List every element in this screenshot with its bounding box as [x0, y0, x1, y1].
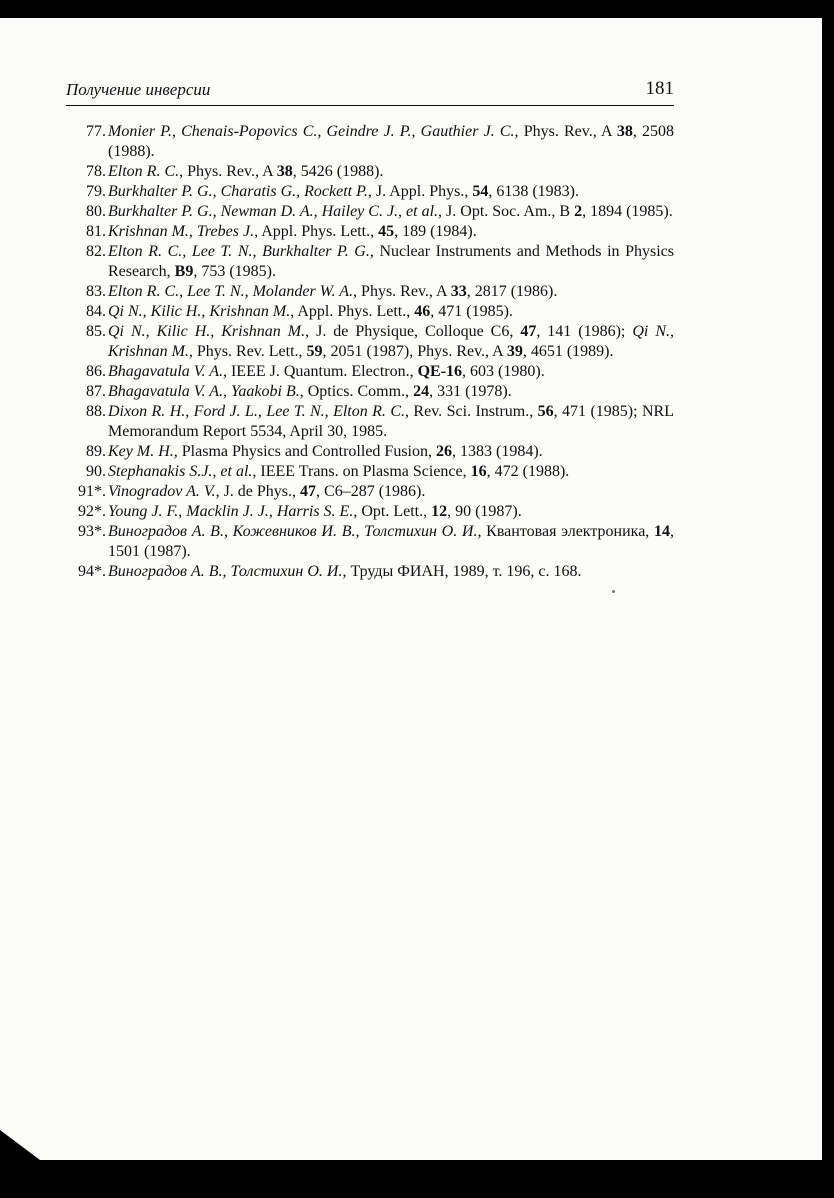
- reference-source: , 141 (1986);: [536, 323, 633, 340]
- reference-authors: Qi N., Krishnan M.: [108, 323, 675, 360]
- reference-volume: 33: [450, 283, 467, 300]
- reference-text: [108, 322, 674, 362]
- reference-source: , Phys. Rev., A: [179, 163, 277, 180]
- reference-source: , 90 (1987).: [447, 503, 522, 520]
- reference-number: 78.: [86, 163, 106, 180]
- header-rule: [66, 105, 674, 106]
- reference-source: , IEEE Trans. on Plasma Science,: [252, 463, 471, 480]
- reference-text: [108, 562, 674, 582]
- reference-number: 86.: [86, 363, 106, 380]
- reference-volume: 38: [276, 163, 293, 180]
- reference-text: [108, 202, 674, 222]
- reference-authors: Bhagavatula V. A., Yaakobi B.: [108, 383, 300, 400]
- reference-volume: QE-16: [417, 363, 463, 380]
- reference-source: , J. Opt. Soc. Am., B: [438, 203, 575, 220]
- reference-item: [60, 382, 674, 402]
- reference-authors: Vinogradov A. V.: [108, 483, 216, 500]
- reference-source: , 1501 (1987).: [108, 523, 675, 560]
- reference-item: [60, 282, 674, 302]
- reference-source: , 2051 (1987), Phys. Rev., A: [322, 343, 507, 360]
- reference-source: , J. de Physique, Colloque C6,: [305, 323, 521, 340]
- reference-text: [108, 222, 674, 242]
- reference-source: , 1383 (1984).: [452, 443, 543, 460]
- reference-number: 79.: [86, 183, 106, 200]
- reference-authors: Dixon R. H., Ford J. L., Lee T. N., Elton R. C.: [108, 403, 406, 420]
- reference-number: 92*.: [78, 503, 106, 520]
- reference-volume: 16: [470, 463, 487, 480]
- reference-source: , Phys. Rev., A: [353, 283, 451, 300]
- reference-authors: Elton R. C.: [108, 163, 180, 180]
- reference-text: [108, 122, 674, 162]
- reference-text: [108, 362, 674, 382]
- reference-source: , 2508 (1988).: [108, 123, 675, 160]
- reference-volume: 47: [520, 323, 537, 340]
- reference-authors: Виноградов А. В., Толстихин О. И.: [108, 563, 343, 580]
- reference-volume: 38: [616, 123, 633, 140]
- reference-list: [60, 122, 674, 582]
- reference-source: , C6–287 (1986).: [316, 483, 426, 500]
- reference-authors: Qi N., Kilic H., Krishnan M.: [108, 323, 306, 340]
- reference-source: , J. Appl. Phys.,: [367, 183, 473, 200]
- reference-volume: 14: [654, 523, 671, 540]
- reference-volume: 2: [574, 203, 583, 220]
- reference-text: [108, 462, 674, 482]
- reference-volume: 12: [431, 503, 448, 520]
- reference-source: , Opt. Lett.,: [353, 503, 432, 520]
- reference-source: , 189 (1984).: [394, 223, 477, 240]
- reference-authors: Bhagavatula V. A.: [108, 363, 223, 380]
- reference-source: , 331 (1978).: [429, 383, 512, 400]
- reference-number: 90.: [86, 463, 106, 480]
- book-page: [0, 18, 822, 1160]
- reference-source: , 2817 (1986).: [466, 283, 558, 300]
- reference-item: [60, 302, 674, 322]
- reference-authors: Young J. F., Macklin J. J., Harris S. E.: [108, 503, 354, 520]
- reference-item: [60, 122, 674, 162]
- reference-source: , Труды ФИАН, 1989, т. 196, с. 168.: [342, 563, 582, 580]
- reference-volume: 24: [413, 383, 430, 400]
- reference-text: [108, 382, 674, 402]
- reference-text: [108, 522, 674, 562]
- reference-source: , Квантовая электроника,: [477, 523, 655, 540]
- reference-volume: 45: [378, 223, 395, 240]
- page-number: 181: [645, 78, 674, 99]
- reference-text: [108, 162, 674, 182]
- reference-source: , 4651 (1989).: [522, 343, 614, 360]
- reference-text: [108, 182, 674, 202]
- reference-item: [60, 482, 674, 502]
- reference-number: 89.: [86, 443, 106, 460]
- reference-source: , Appl. Phys. Lett.,: [254, 223, 379, 240]
- reference-number: 77.: [86, 123, 106, 140]
- reference-source: , 1894 (1985).: [582, 203, 673, 220]
- scan-speck: [612, 590, 615, 593]
- reference-volume: 56: [537, 403, 554, 420]
- reference-text: [108, 442, 674, 462]
- reference-authors: Qi N., Kilic H., Krishnan M.: [108, 303, 291, 320]
- reference-authors: Krishnan M., Trebes J.: [108, 223, 255, 240]
- reference-authors: Burkhalter P. G., Charatis G., Rockett P.: [108, 183, 368, 200]
- reference-number: 80.: [86, 203, 106, 220]
- reference-number: 84.: [86, 303, 106, 320]
- reference-item: [60, 162, 674, 182]
- reference-volume: 39: [506, 343, 523, 360]
- reference-item: [60, 442, 674, 462]
- reference-source: , Plasma Physics and Controlled Fusion,: [173, 443, 436, 460]
- reference-text: [108, 302, 674, 322]
- reference-volume: 26: [436, 443, 452, 460]
- reference-text: [108, 482, 674, 502]
- reference-text: [108, 242, 674, 282]
- reference-source: , 6138 (1983).: [488, 183, 579, 200]
- reference-number: 87.: [86, 383, 106, 400]
- reference-source: , 753 (1985).: [193, 263, 276, 280]
- reference-number: 88.: [86, 403, 106, 420]
- reference-item: [60, 182, 674, 202]
- reference-item: [60, 462, 674, 482]
- reference-authors: Elton R. C., Lee T. N., Molander W. A.: [108, 283, 354, 300]
- reference-source: , 5426 (1988).: [292, 163, 384, 180]
- reference-volume: 46: [414, 303, 431, 320]
- reference-item: [60, 242, 674, 282]
- reference-item: [60, 522, 674, 562]
- reference-text: [108, 282, 674, 302]
- reference-volume: 54: [472, 183, 489, 200]
- reference-number: 85.: [86, 323, 106, 340]
- reference-number: 93*.: [78, 523, 106, 540]
- reference-source: , IEEE J. Quantum. Electron.,: [222, 363, 418, 380]
- reference-authors: Monier P., Chenais-Popovics C., Geindre J. P., Gauthier J. C.: [108, 123, 515, 140]
- reference-item: [60, 562, 674, 582]
- reference-authors: Виноградов А. В., Кожевников И. В., Толстихин О. И.: [108, 523, 478, 540]
- reference-item: [60, 402, 674, 442]
- reference-source: , Phys. Rev. Lett.,: [188, 343, 307, 360]
- reference-number: 94*.: [78, 563, 106, 580]
- reference-source: , Rev. Sci. Instrum.,: [405, 403, 538, 420]
- reference-source: , J. de Phys.,: [215, 483, 301, 500]
- reference-text: [108, 402, 674, 442]
- reference-item: [60, 502, 674, 522]
- reference-source: , 471 (1985); NRL Memorandum Report 5534, April 30, 1985.: [108, 403, 674, 440]
- reference-source: , Optics. Comm.,: [299, 383, 414, 400]
- reference-number: 82.: [86, 243, 106, 260]
- reference-source: , 603 (1980).: [462, 363, 545, 380]
- reference-volume: 47: [300, 483, 317, 500]
- reference-source: , 472 (1988).: [486, 463, 570, 480]
- reference-number: 81.: [86, 223, 106, 240]
- reference-source: , Appl. Phys. Lett.,: [290, 303, 415, 320]
- reference-item: [60, 322, 674, 362]
- reference-item: [60, 362, 674, 382]
- reference-authors: Burkhalter P. G., Newman D. A., Hailey C. J., et al.: [108, 203, 439, 220]
- reference-number: 91*.: [78, 483, 106, 500]
- reference-authors: Stephanakis S.J., et al.: [108, 463, 253, 480]
- reference-number: 83.: [86, 283, 106, 300]
- reference-volume: B9: [174, 263, 194, 280]
- reference-text: [108, 502, 674, 522]
- reference-authors: Elton R. C., Lee T. N., Burkhalter P. G.: [108, 243, 370, 260]
- reference-item: [60, 222, 674, 242]
- reference-source: , Phys. Rev., A: [514, 123, 617, 140]
- running-header: [66, 80, 674, 106]
- reference-volume: 59: [306, 343, 323, 360]
- reference-authors: Key M. H.: [108, 443, 174, 460]
- reference-source: , 471 (1985).: [430, 303, 513, 320]
- reference-item: [60, 202, 674, 222]
- running-title: Получение инверсии: [66, 80, 211, 99]
- reference-source: , Nuclear Instruments and Methods in Physics Research,: [108, 243, 674, 280]
